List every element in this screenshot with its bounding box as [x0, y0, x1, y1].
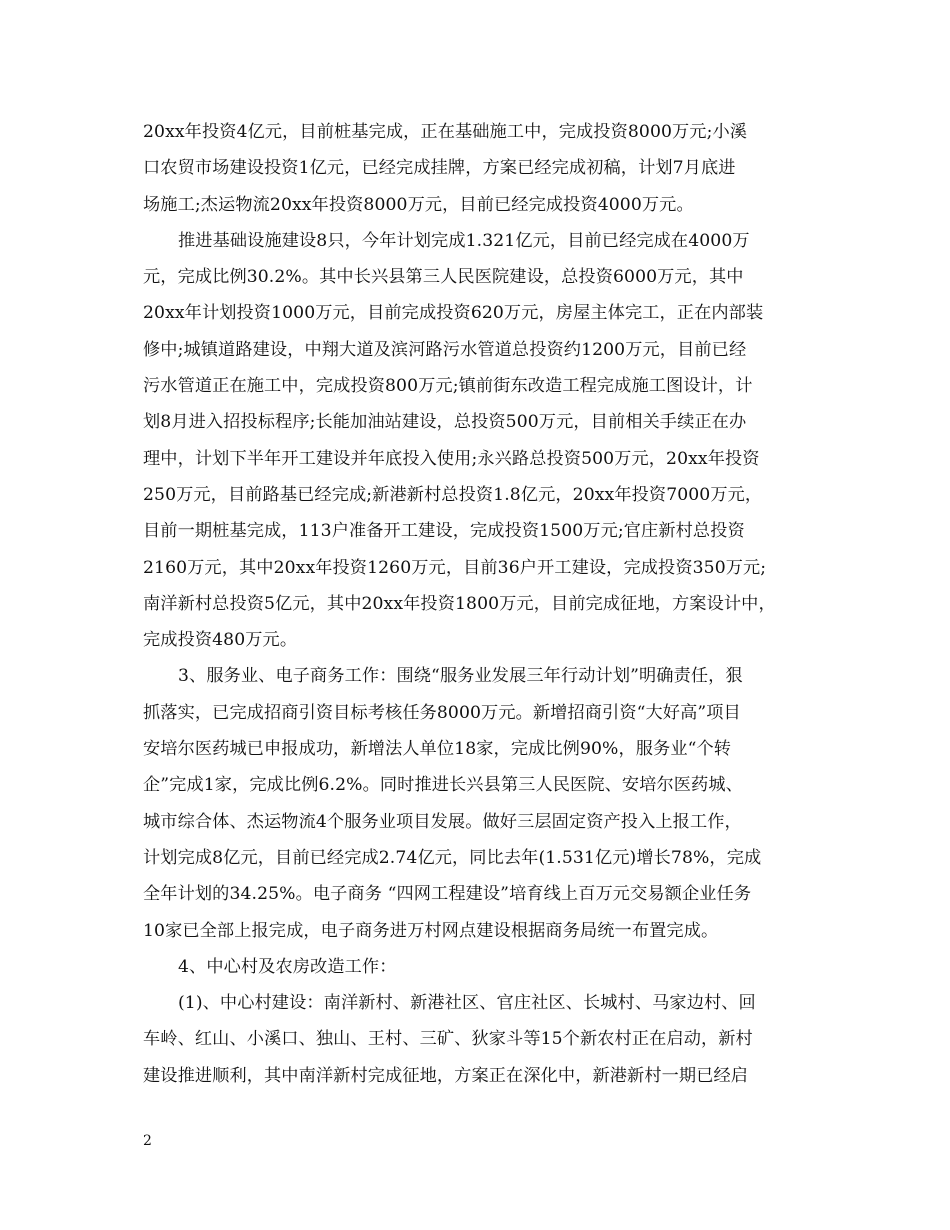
text-line: 口农贸市场建设投资1亿元，已经完成挂牌，方案已经完成初稿，计划7月底进 [143, 158, 736, 179]
text-line: 10家已全部上报完成，电子商务进万村网点建设根据商务局统一布置完成。 [143, 920, 719, 941]
text-line: 20xx年计划投资1000万元，目前完成投资620万元，房屋主体完工，正在内部装 [143, 303, 764, 324]
text-line: 2160万元，其中20xx年投资1260万元，目前36户开工建设，完成投资350万元; [143, 557, 767, 578]
text-line: 元，完成比例30.2%。其中长兴县第三人民医院建设，总投资6000万元，其中 [143, 267, 744, 288]
text-line: 250万元，目前路基已经完成;新港新村总投资1.8亿元，20xx年投资7000万元， [143, 484, 763, 505]
page-number: 2 [143, 1133, 152, 1149]
text-line: 3、服务业、电子商务工作：围绕“服务业发展三年行动计划”明确责任，狠 [178, 666, 743, 687]
text-line: 污水管道正在施工中，完成投资800万元;镇前街东改造工程完成施工图设计，计 [143, 376, 753, 397]
text-line: 建设推进顺利，其中南洋新村完成征地，方案正在深化中，新港新村一期已经启 [143, 1065, 749, 1086]
text-line: 20xx年投资4亿元，目前桩基完成，正在基础施工中，完成投资8000万元;小溪 [143, 122, 748, 142]
text-line: 计划完成8亿元，目前已经完成2.74亿元，同比去年(1.531亿元)增长78%，完成 [143, 847, 762, 868]
text-line: 企”完成1家，完成比例6.2%。同时推进长兴县第三人民医院、安培尔医药城、 [143, 775, 743, 796]
text-line: 划8月进入招投标程序;长能加油站建设，总投资500万元，目前相关手续正在办 [143, 412, 747, 433]
text-line: 全年计划的34.25%。电子商务 “四网工程建设”培育线上百万元交易额企业任务 [143, 884, 752, 905]
text-line: 完成投资480万元。 [143, 630, 298, 651]
text-line: 推进基础设施建设8只，今年计划完成1.321亿元，目前已经完成在4000万 [178, 230, 750, 251]
text-line: 目前一期桩基完成，113户准备开工建设，完成投资1500万元;官庄新村总投资 [143, 521, 745, 542]
document-body [143, 114, 833, 1094]
text-line: 安培尔医药城已申报成功，新增法人单位18家，完成比例90%，服务业“个转 [143, 739, 732, 760]
text-line: 南洋新村总投资5亿元，其中20xx年投资1800万元，目前完成征地，方案设计中， [143, 593, 776, 614]
text-line: 理中，计划下半年开工建设并年底投入使用;永兴路总投资500万元，20xx年投资 [143, 448, 760, 469]
text-line: 城市综合体、杰运物流4个服务业项目发展。做好三层固定资产投入上报工作， [143, 811, 742, 832]
text-line: 抓落实，已完成招商引资目标考核任务8000万元。新增招商引资“大好高”项目 [143, 702, 741, 723]
text-line: 修中;城镇道路建设，中翔大道及滨河路污水管道总投资约1200万元，目前已经 [143, 339, 747, 360]
text-line: (1)、中心村建设：南洋新村、新港社区、官庄社区、长城村、马家边村、回 [178, 993, 756, 1014]
text-line: 4、中心村及农房改造工作： [178, 956, 397, 977]
text-line: 车岭、红山、小溪口、独山、王村、三矿、狄家斗等15个新农村正在启动，新村 [143, 1029, 753, 1050]
text-line: 场施工;杰运物流20xx年投资8000万元，目前已经完成投资4000万元。 [143, 194, 694, 215]
